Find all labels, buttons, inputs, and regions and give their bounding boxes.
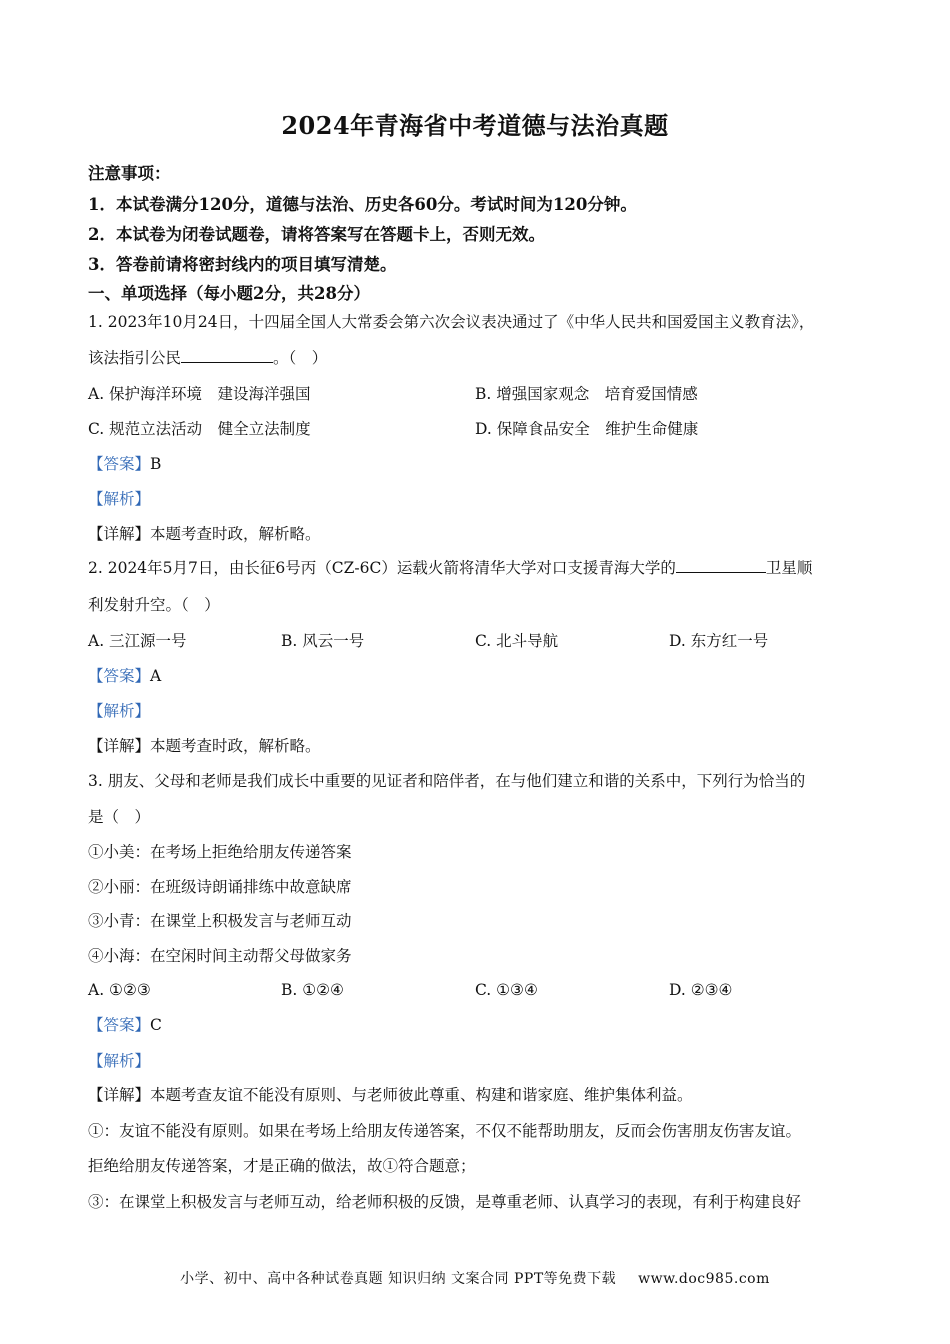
q2-option-a: A. 三江源一号 [88,632,187,650]
q3-detail-text: 本题考查友谊不能没有原则、与老师彼此尊重、构建和谐家庭、维护集体利益。 [150,1086,693,1104]
q1-option-b: B. 增强国家观念 培育爱国情感 [475,385,698,403]
q2-stem-text: 2. 2024年5月7日，由长征6号丙（CZ-6C）运载火箭将清华大学对口支援青海大学的 [88,559,676,577]
q3-detail [88,1085,693,1105]
detail-tag: 【详解】 [88,525,151,543]
q3-explanation-1a: ①：友谊不能没有原则。如果在考场上给朋友传递答案，不仅不能帮助朋友，反而会伤害朋友伤害友谊。 [88,1122,802,1140]
q1-option-a: A. 保护海洋环境 建设海洋强国 [88,385,311,403]
footer-text: 小学、初中、高中各种试卷真题 知识归纳 文案合同 PPT等免费下载 [180,1271,617,1287]
q3-analysis-tag: 【解析】 [88,1052,151,1070]
page-footer [0,1268,950,1288]
detail-tag: 【详解】 [88,1086,151,1104]
notice-item-3: 3．答卷前请将密封线内的项目填写清楚。 [88,255,397,274]
notice-item-2: 2．本试卷为闭卷试题卷，请将答案写在答题卡上，否则无效。 [88,225,545,244]
page-title: 2024年青海省中考道德与法治真题 [281,111,669,140]
q3-statement-4: ④小海：在空闲时间主动帮父母做家务 [88,947,352,965]
q3-explanation-3: ③：在课堂上积极发言与老师互动，给老师积极的反馈，是尊重老师、认真学习的表现，有利于构建良好 [88,1193,802,1211]
q3-stem-line-2: 是（ ） [88,808,151,826]
q2-answer [88,666,161,686]
q2-option-d: D. 东方红一号 [669,632,769,650]
answer-tag: 【答案】 [88,455,151,473]
q3-explanation-1b: 拒绝给朋友传递答案，才是正确的做法，故①符合题意； [88,1157,476,1175]
q3-option-b: B. ①②④ [281,981,344,999]
section-heading: 一、单项选择（每小题2分，共28分） [88,284,370,303]
notice-heading: 注意事项： [88,164,171,183]
q1-analysis-tag: 【解析】 [88,490,151,508]
q3-statement-1: ①小美：在考场上拒绝给朋友传递答案 [88,843,352,861]
q1-detail [88,524,321,544]
q2-stem-line-1 [88,558,812,578]
q2-option-b: B. 风云一号 [281,632,365,650]
q1-option-d: D. 保障食品安全 维护生命健康 [475,420,699,438]
q1-detail-text: 本题考查时政，解析略。 [150,525,321,543]
q3-answer-value: C [150,1016,162,1034]
q1-answer-value: B [150,455,162,473]
q1-stem-line-2 [88,348,327,368]
q2-fill-blank [676,558,766,573]
q2-stem-end: 卫星顺 [765,559,813,577]
q3-statement-3: ③小青：在课堂上积极发言与老师互动 [88,912,352,930]
q1-stem-end: 。（ ） [273,349,328,367]
q2-detail-text: 本题考查时政，解析略。 [150,737,321,755]
q3-option-c: C. ①③④ [475,981,538,999]
q2-analysis-tag: 【解析】 [88,702,151,720]
q2-option-c: C. 北斗导航 [475,632,559,650]
q3-stem-line-1: 3. 朋友、父母和老师是我们成长中重要的见证者和陪伴者，在与他们建立和谐的关系中，下列行为恰当的 [88,772,806,790]
q1-option-c: C. 规范立法活动 健全立法制度 [88,420,311,438]
q3-statement-2: ②小丽：在班级诗朗诵排练中故意缺席 [88,878,352,896]
q1-fill-blank [181,348,273,363]
q1-stem-text: 该法指引公民 [88,349,182,367]
q1-stem-line-1: 1. 2023年10月24日，十四届全国人大常委会第六次会议表决通过了《中华人民共和国爱国主义教育法》， [88,313,815,331]
q2-answer-value: A [150,667,162,685]
q3-option-a: A. ①②③ [88,981,151,999]
q3-answer [88,1015,162,1035]
q3-option-d: D. ②③④ [669,981,733,999]
q2-stem-line-2: 利发射升空。（ ） [88,596,220,614]
q1-answer [88,454,161,474]
q2-detail [88,736,321,756]
answer-tag: 【答案】 [88,1016,151,1034]
notice-item-1: 1．本试卷满分120分，道德与法治、历史各60分。考试时间为120分钟。 [88,195,637,214]
footer-url-link[interactable]: www.doc985.com [638,1271,770,1287]
answer-tag: 【答案】 [88,667,151,685]
detail-tag: 【详解】 [88,737,151,755]
